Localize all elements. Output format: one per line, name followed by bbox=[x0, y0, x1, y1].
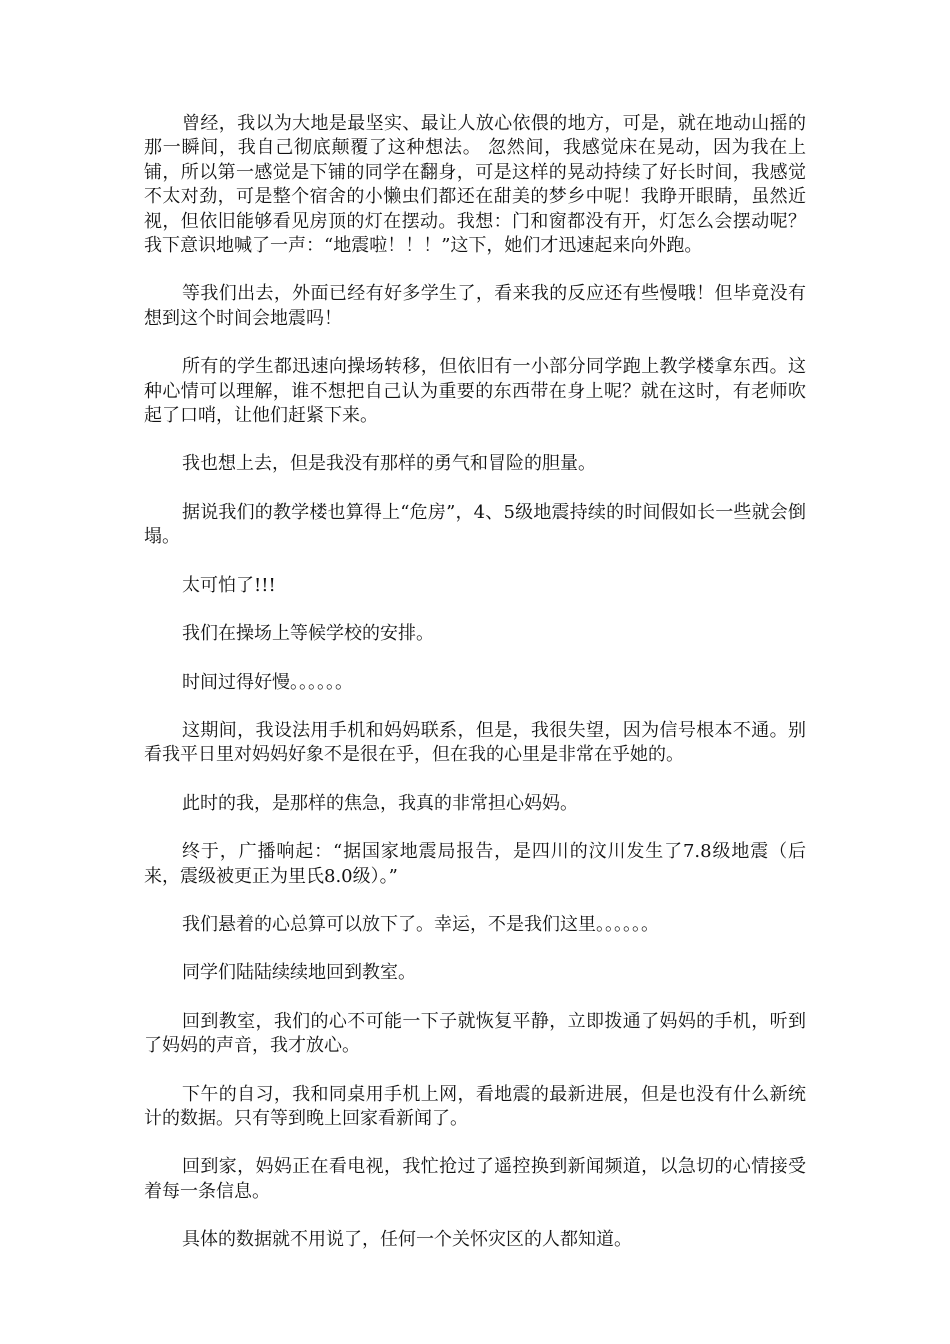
paragraph: 下午的自习，我和同桌用手机上网，看地震的最新进展，但是也没有什么新统计的数据。只有等到晚上回家看新闻了。 bbox=[144, 1083, 806, 1129]
paragraph: 所有的学生都迅速向操场转移，但依旧有一小部分同学跑上教学楼拿东西。这种心情可以理解，谁不想把自己认为重要的东西带在身上呢？就在这时，有老师吹起了口哨，让他们赶紧下来。 bbox=[144, 356, 806, 427]
paragraph: 这期间，我设法用手机和妈妈联系，但是，我很失望，因为信号根本不通。别看我平日里对妈妈好象不是很在乎，但在我的心里是非常在乎她的。 bbox=[144, 719, 806, 766]
paragraph: 我们悬着的心总算可以放下了。幸运，不是我们这里。。。。。。 bbox=[182, 913, 659, 935]
paragraph: 终于，广播响起：“据国家地震局报告，是四川的汶川发生了7.8级地震（后来，震级被更正为里氏8.0级）。” bbox=[144, 841, 806, 887]
paragraph: 曾经，我以为大地是最坚实、最让人放心依偎的地方，可是，就在地动山摇的那一瞬间，我自己彻底颠覆了这种想法。 忽然间，我感觉床在晃动，因为我在上铺，所以第一感觉是下铺的同学在翻身，可是这样的晃动持续了好长时间，我感觉不太对劲，可是整个宿舍的小懒虫们都还在甜美的梦乡中呢！我睁开眼睛，虽然近视，但依旧能够看见房顶的灯在摆动。我想：门和窗都没有开，灯怎么会摆动呢？我下意识地喊了一声：“地震啦！！！”这下，她们才迅速起来向外跑。 bbox=[144, 113, 806, 257]
paragraph: 据说我们的教学楼也算得上“危房”，4、5级地震持续的时间假如长一些就会倒塌。 bbox=[144, 501, 806, 548]
paragraph: 此时的我，是那样的焦急，我真的非常担心妈妈。 bbox=[182, 792, 578, 814]
paragraph: 回到教室，我们的心不可能一下子就恢复平静，立即拨通了妈妈的手机，听到了妈妈的声音，我才放心。 bbox=[144, 1010, 806, 1057]
paragraph: 我也想上去，但是我没有那样的勇气和冒险的胆量。 bbox=[182, 453, 596, 475]
paragraph: 同学们陆陆续续地回到教室。 bbox=[182, 962, 416, 984]
document-body bbox=[144, 112, 806, 1277]
paragraph: 等我们出去，外面已经有好多学生了，看来我的反应还有些慢哦！但毕竟没有想到这个时间会地震吗！ bbox=[144, 283, 806, 329]
paragraph: 时间过得好慢。。。。。。 bbox=[182, 671, 353, 693]
paragraph: 具体的数据就不用说了，任何一个关怀灾区的人都知道。 bbox=[182, 1229, 632, 1251]
paragraph: 太可怕了!!! bbox=[182, 574, 276, 596]
paragraph: 我们在操场上等候学校的安排。 bbox=[182, 623, 434, 645]
paragraph: 回到家，妈妈正在看电视，我忙抢过了遥控换到新闻频道，以急切的心情接受着每一条信息。 bbox=[144, 1156, 806, 1202]
